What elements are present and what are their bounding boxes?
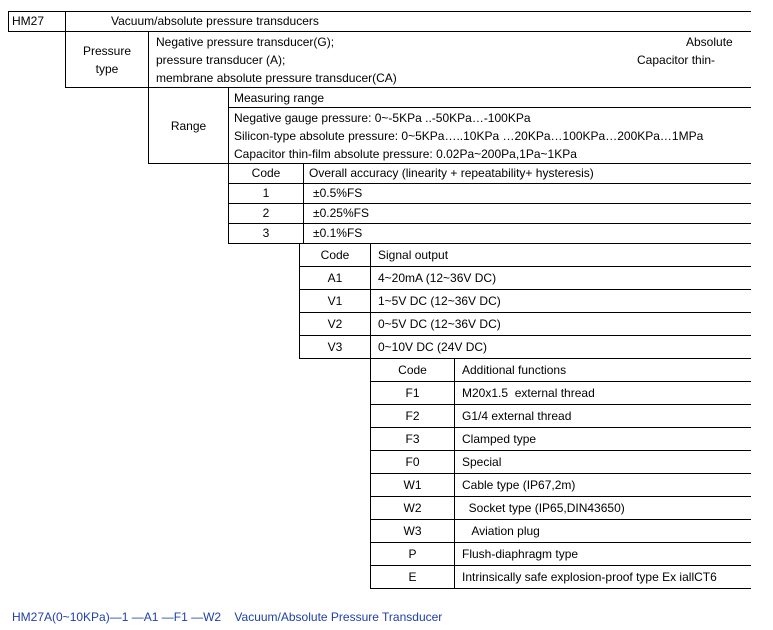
function-value: Intrinsically safe explosion-proof type Ex iallCT6 xyxy=(462,570,717,584)
signal-value: 4~20mA (12~36V DC) xyxy=(378,271,497,285)
signal-value: 0~5V DC (12~36V DC) xyxy=(378,317,501,331)
range-row: Silicon-type absolute pressure: 0~5KPa…..10KPa …20KPa…100KPa…200KPa…1MPa xyxy=(234,129,704,143)
accuracy-value: ±0.1%FS xyxy=(313,226,363,240)
signal-heading: Signal output xyxy=(378,248,449,262)
function-value: Aviation plug xyxy=(462,524,540,538)
accuracy-value: ±0.25%FS xyxy=(313,206,369,220)
pressure-type-label-line: type xyxy=(95,62,119,76)
order-example: HM27A(0~10KPa)—1 —A1 —F1 —W2 Vacuum/Absolute Pressure Transducer xyxy=(12,610,443,624)
range-row: Capacitor thin-film absolute pressure: 0.02Pa~200Pa,1Pa~1KPa xyxy=(234,147,577,161)
function-value: Clamped type xyxy=(462,432,537,446)
signal-value: 0~10V DC (24V DC) xyxy=(378,340,488,354)
accuracy-heading: Overall accuracy (linearity + repeatability+ hysteresis) xyxy=(309,166,594,180)
function-value: G1/4 external thread xyxy=(462,409,572,423)
function-value: Special xyxy=(462,455,502,469)
function-value: Socket type (IP65,DIN43650) xyxy=(462,501,625,515)
pressure-type-right-line: Absolute xyxy=(686,35,733,49)
accuracy-code-header: Code xyxy=(251,166,281,180)
pressure-type-line: membrane absolute pressure transducer(CA) xyxy=(156,71,397,85)
function-code: E xyxy=(408,570,417,584)
range-label: Range xyxy=(170,119,207,133)
functions-code-header: Code xyxy=(398,363,427,377)
signal-code: V2 xyxy=(327,317,343,331)
accuracy-value: ±0.5%FS xyxy=(313,186,363,200)
function-value: M20x1.5 external thread xyxy=(462,386,595,400)
pressure-type-line: Negative pressure transducer(G); xyxy=(156,35,335,49)
accuracy-code: 1 xyxy=(262,186,270,200)
signal-code: V1 xyxy=(327,294,343,308)
function-code: F3 xyxy=(405,432,420,446)
signal-code: V3 xyxy=(327,340,343,354)
function-code: P xyxy=(408,547,417,561)
range-heading: Measuring range xyxy=(234,91,325,105)
pressure-type-label-line: Pressure xyxy=(82,44,132,58)
pressure-type-line: pressure transducer (A); xyxy=(156,53,286,67)
signal-code: A1 xyxy=(327,271,343,285)
function-code: W3 xyxy=(403,524,422,538)
function-value: Cable type (IP67,2m) xyxy=(462,478,576,492)
functions-heading: Additional functions xyxy=(462,363,567,377)
signal-value: 1~5V DC (12~36V DC) xyxy=(378,294,501,308)
signal-code-header: Code xyxy=(320,248,350,262)
function-code: F1 xyxy=(405,386,420,400)
function-code: F2 xyxy=(405,409,420,423)
function-code: W2 xyxy=(403,501,422,515)
function-code: W1 xyxy=(403,478,422,492)
model-code: HM27 xyxy=(12,14,45,28)
function-code: F0 xyxy=(405,455,420,469)
pressure-type-right-line: Capacitor thin- xyxy=(637,53,716,67)
function-value: Flush-diaphragm type xyxy=(462,547,579,561)
accuracy-code: 3 xyxy=(262,226,270,240)
accuracy-code: 2 xyxy=(262,206,270,220)
range-row: Negative gauge pressure: 0~-5KPa ..-50KPa…-100KPa xyxy=(234,111,531,125)
page-title: Vacuum/absolute pressure transducers xyxy=(111,14,319,28)
